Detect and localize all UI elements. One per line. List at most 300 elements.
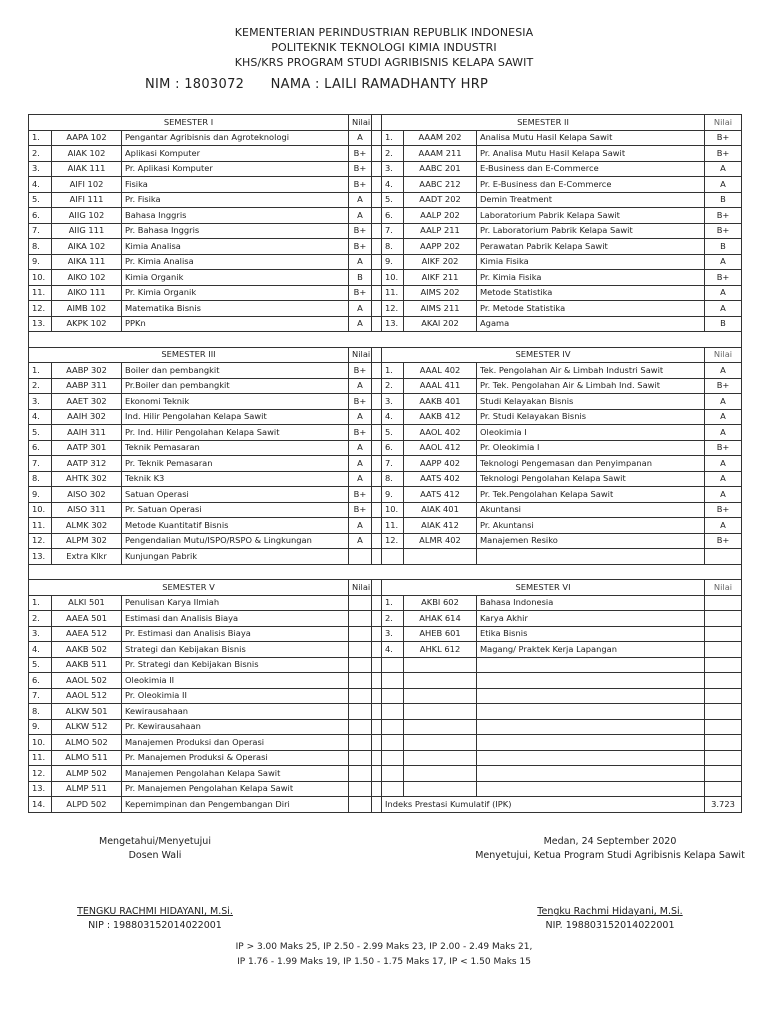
course-grade: A (705, 394, 742, 410)
course-grade (349, 549, 372, 565)
course-row (29, 239, 742, 255)
course-code: AAEA 501 (52, 611, 122, 627)
course-grade: A (705, 161, 742, 177)
course-number: 5. (29, 425, 52, 441)
course-code: AIFI 102 (52, 177, 122, 193)
column-gap (372, 471, 382, 487)
course-grade: A (705, 301, 742, 317)
course-row (29, 595, 742, 611)
course-name: Pr. Tek. Pengolahan Air & Limbah Ind. Sawit (477, 378, 705, 394)
course-code: AHKL 612 (404, 642, 477, 658)
course-row (29, 223, 742, 239)
grades-table (28, 114, 742, 813)
course-name: Bahasa Indonesia (477, 595, 705, 611)
semester-title: SEMESTER VI (382, 580, 705, 596)
course-number: 13. (29, 781, 52, 797)
column-gap (372, 239, 382, 255)
course-name: Metode Statistika (477, 285, 705, 301)
course-number: 3. (382, 161, 404, 177)
course-grade (349, 704, 372, 720)
empty-cell (382, 750, 404, 766)
course-number: 1. (29, 595, 52, 611)
column-gap (372, 316, 382, 332)
course-name: Demin Treatment (477, 192, 705, 208)
course-name: Teknik K3 (122, 471, 349, 487)
course-code: AAOL 512 (52, 688, 122, 704)
course-name: Pr. Ind. Hilir Pengolahan Kelapa Sawit (122, 425, 349, 441)
column-gap (372, 285, 382, 301)
student-identity (145, 77, 488, 92)
course-number: 4. (382, 177, 404, 193)
head-nip: NIP. 198803152014022001 (545, 920, 675, 931)
nilai-header: Nilai (705, 580, 742, 596)
course-name: Analisa Mutu Hasil Kelapa Sawit (477, 130, 705, 146)
course-grade (349, 673, 372, 689)
course-grade: B+ (349, 285, 372, 301)
course-number: 6. (29, 208, 52, 224)
course-row (29, 394, 742, 410)
course-grade (349, 688, 372, 704)
course-name: Pr. Aplikasi Komputer (122, 161, 349, 177)
course-name: Agama (477, 316, 705, 332)
course-grade: B (349, 270, 372, 286)
course-grade: A (349, 471, 372, 487)
course-code: AAPP 402 (404, 456, 477, 472)
course-code: ALMP 511 (52, 781, 122, 797)
course-grade (349, 735, 372, 751)
course-number: 6. (29, 673, 52, 689)
nilai-header: Nilai (705, 115, 742, 131)
course-row (29, 301, 742, 317)
column-gap (372, 208, 382, 224)
course-grade: A (705, 425, 742, 441)
column-gap (372, 750, 382, 766)
credit-rules-line-1: IP > 3.00 Maks 25, IP 2.50 - 2.99 Maks 23, IP 2.00 - 2.49 Maks 21, (235, 942, 533, 952)
course-number: 7. (29, 456, 52, 472)
course-grade: B (705, 316, 742, 332)
course-code: AABC 201 (404, 161, 477, 177)
course-number: 10. (382, 270, 404, 286)
semester-header-row (29, 347, 742, 363)
course-row (29, 533, 742, 549)
course-code: AAOL 502 (52, 673, 122, 689)
course-number: 2. (29, 146, 52, 162)
course-grade (705, 611, 742, 627)
course-grade: A (349, 409, 372, 425)
course-name: Pr. Kimia Analisa (122, 254, 349, 270)
course-name: Fisika (122, 177, 349, 193)
course-number: 2. (382, 611, 404, 627)
course-name: Teknologi Pengolahan Kelapa Sawit (477, 471, 705, 487)
course-number: 11. (29, 750, 52, 766)
course-code: AAPP 202 (404, 239, 477, 255)
empty-cell (477, 719, 705, 735)
column-gap (372, 642, 382, 658)
course-name: E-Business dan E-Commerce (477, 161, 705, 177)
course-code: AIIG 111 (52, 223, 122, 239)
course-name: Teknik Pemasaran (122, 440, 349, 456)
course-number: 10. (382, 502, 404, 518)
course-grade: B+ (705, 502, 742, 518)
course-row (29, 146, 742, 162)
course-name: Pr. E-Business dan E-Commerce (477, 177, 705, 193)
course-row (29, 502, 742, 518)
column-gap (372, 130, 382, 146)
course-grade: A (349, 378, 372, 394)
course-number: 5. (382, 192, 404, 208)
course-number: 14. (29, 797, 52, 813)
course-number: 10. (29, 270, 52, 286)
empty-cell (404, 657, 477, 673)
ministry-title: KEMENTERIAN PERINDUSTRIAN REPUBLIK INDONESIA (234, 26, 534, 39)
course-code: ALPD 502 (52, 797, 122, 813)
course-code: AIAK 111 (52, 161, 122, 177)
course-code: AAOL 412 (404, 440, 477, 456)
course-code: ALPM 302 (52, 533, 122, 549)
course-grade: B+ (349, 161, 372, 177)
course-number: 9. (29, 719, 52, 735)
document-title: KHS/KRS PROGRAM STUDI AGRIBISNIS KELAPA SAWIT (234, 56, 534, 69)
empty-cell (404, 673, 477, 689)
course-name: Teknologi Pengemasan dan Penyimpanan (477, 456, 705, 472)
course-row (29, 781, 742, 797)
course-number: 9. (29, 487, 52, 503)
course-code: ALMP 502 (52, 766, 122, 782)
course-grade: B+ (705, 533, 742, 549)
course-number: 3. (29, 626, 52, 642)
course-row (29, 549, 742, 565)
course-row (29, 409, 742, 425)
course-name: Satuan Operasi (122, 487, 349, 503)
course-grade: B+ (349, 177, 372, 193)
course-name: Ekonomi Teknik (122, 394, 349, 410)
student-nim: NIM : 1803072 (145, 77, 245, 92)
course-row (29, 704, 742, 720)
column-gap (372, 611, 382, 627)
course-number: 4. (29, 177, 52, 193)
course-number: 5. (29, 192, 52, 208)
course-code: AAIH 311 (52, 425, 122, 441)
course-code: AIAK 401 (404, 502, 477, 518)
empty-cell (477, 750, 705, 766)
empty-cell (477, 688, 705, 704)
course-name: Pengantar Agribisnis dan Agroteknologi (122, 130, 349, 146)
column-gap (372, 502, 382, 518)
spacer-cell (29, 564, 372, 580)
course-name: Pr. Bahasa Inggris (122, 223, 349, 239)
course-grade: B+ (705, 130, 742, 146)
course-number: 5. (29, 657, 52, 673)
course-name: Akuntansi (477, 502, 705, 518)
column-gap (372, 347, 382, 363)
course-code: AATP 301 (52, 440, 122, 456)
course-grade: B+ (705, 208, 742, 224)
course-name: Tek. Pengolahan Air & Limbah Industri Sawit (477, 363, 705, 379)
course-name: Laboratorium Pabrik Kelapa Sawit (477, 208, 705, 224)
course-grade (349, 657, 372, 673)
course-name: Pr. Kewirausahaan (122, 719, 349, 735)
empty-cell (477, 673, 705, 689)
course-number: 6. (29, 440, 52, 456)
course-number: 7. (382, 223, 404, 239)
course-row (29, 285, 742, 301)
course-number: 1. (29, 130, 52, 146)
course-name: Manajemen Resiko (477, 533, 705, 549)
empty-cell (705, 719, 742, 735)
spacer-row (29, 332, 742, 348)
column-gap (372, 797, 382, 813)
course-name: Pr. Akuntansi (477, 518, 705, 534)
course-number: 3. (29, 161, 52, 177)
course-code: AAAM 202 (404, 130, 477, 146)
column-gap (372, 781, 382, 797)
course-code: AIMB 102 (52, 301, 122, 317)
course-code: AIKF 211 (404, 270, 477, 286)
course-number: 9. (382, 487, 404, 503)
course-code: AISO 311 (52, 502, 122, 518)
advisor-nip: NIP : 198803152014022001 (88, 920, 222, 931)
course-number: 12. (29, 533, 52, 549)
column-gap (372, 626, 382, 642)
column-gap (372, 487, 382, 503)
column-gap (372, 409, 382, 425)
course-row (29, 735, 742, 751)
course-code: AISO 302 (52, 487, 122, 503)
course-code: AAKB 511 (52, 657, 122, 673)
course-grade: B+ (349, 425, 372, 441)
course-number: 7. (382, 456, 404, 472)
course-code: AHAK 614 (404, 611, 477, 627)
course-number: 11. (29, 518, 52, 534)
column-gap (372, 223, 382, 239)
spacer-cell (382, 332, 742, 348)
course-name: Magang/ Praktek Kerja Lapangan (477, 642, 705, 658)
empty-cell (382, 688, 404, 704)
course-code: AAPA 102 (52, 130, 122, 146)
course-number: 2. (382, 146, 404, 162)
course-name: Kimia Analisa (122, 239, 349, 255)
course-name: Pr. Manajemen Pengolahan Kelapa Sawit (122, 781, 349, 797)
course-code: AIFI 111 (52, 192, 122, 208)
course-name: Pr. Tek.Pengolahan Kelapa Sawit (477, 487, 705, 503)
course-number: 11. (382, 518, 404, 534)
course-number: 9. (382, 254, 404, 270)
course-grade: A (349, 208, 372, 224)
empty-cell (404, 549, 477, 565)
course-name: Pr. Oleokimia II (122, 688, 349, 704)
course-number: 3. (382, 626, 404, 642)
course-row (29, 719, 742, 735)
spacer-cell (372, 564, 382, 580)
course-row (29, 378, 742, 394)
course-grade (705, 595, 742, 611)
course-name: Pr. Analisa Mutu Hasil Kelapa Sawit (477, 146, 705, 162)
course-name: Etika Bisnis (477, 626, 705, 642)
column-gap (372, 440, 382, 456)
column-gap (372, 456, 382, 472)
column-gap (372, 378, 382, 394)
course-name: Aplikasi Komputer (122, 146, 349, 162)
course-code: ALKW 512 (52, 719, 122, 735)
course-number: 10. (29, 502, 52, 518)
course-grade: B+ (705, 440, 742, 456)
empty-cell (404, 735, 477, 751)
empty-cell (477, 657, 705, 673)
column-gap (372, 595, 382, 611)
course-row (29, 688, 742, 704)
course-number: 6. (382, 440, 404, 456)
course-name: Kewirausahaan (122, 704, 349, 720)
semester-title: SEMESTER V (29, 580, 349, 596)
course-grade (349, 626, 372, 642)
course-grade: A (705, 518, 742, 534)
course-code: ALMO 502 (52, 735, 122, 751)
course-name: Kepemimpinan dan Pengembangan Diri (122, 797, 349, 813)
course-name: Pr. Kimia Fisika (477, 270, 705, 286)
course-name: Kunjungan Pabrik (122, 549, 349, 565)
course-grade (349, 595, 372, 611)
course-grade: A (349, 533, 372, 549)
course-code: ALMO 511 (52, 750, 122, 766)
course-number: 6. (382, 208, 404, 224)
course-grade: B+ (349, 223, 372, 239)
course-name: Pr. Studi Kelayakan Bisnis (477, 409, 705, 425)
column-gap (372, 688, 382, 704)
course-code: AALP 202 (404, 208, 477, 224)
course-row (29, 673, 742, 689)
course-name: Matematika Bisnis (122, 301, 349, 317)
course-code: AIAK 412 (404, 518, 477, 534)
course-row (29, 192, 742, 208)
course-row (29, 440, 742, 456)
spacer-cell (382, 564, 742, 580)
column-gap (372, 394, 382, 410)
course-name: Manajemen Produksi dan Operasi (122, 735, 349, 751)
course-code: AALP 211 (404, 223, 477, 239)
column-gap (372, 533, 382, 549)
column-gap (372, 270, 382, 286)
column-gap (372, 425, 382, 441)
course-row (29, 254, 742, 270)
course-grade (349, 766, 372, 782)
course-number: 4. (29, 642, 52, 658)
course-number: 12. (382, 533, 404, 549)
course-code: Extra Klkr (52, 549, 122, 565)
course-grade: B+ (349, 239, 372, 255)
course-name: Oleokimia II (122, 673, 349, 689)
course-name: Bahasa Inggris (122, 208, 349, 224)
ipk-label: Indeks Prestasi Kumulatif (IPK) (382, 797, 705, 813)
course-grade (705, 642, 742, 658)
course-grade: A (349, 254, 372, 270)
course-row (29, 363, 742, 379)
course-grade: A (349, 518, 372, 534)
empty-cell (705, 688, 742, 704)
course-grade: B+ (705, 146, 742, 162)
course-name: Kimia Fisika (477, 254, 705, 270)
course-code: AABP 311 (52, 378, 122, 394)
course-row (29, 766, 742, 782)
empty-cell (477, 766, 705, 782)
course-number: 1. (29, 363, 52, 379)
course-row (29, 657, 742, 673)
empty-cell (477, 781, 705, 797)
empty-cell (382, 673, 404, 689)
column-gap (372, 161, 382, 177)
course-grade: A (705, 285, 742, 301)
course-code: AIAK 102 (52, 146, 122, 162)
course-name: PPKn (122, 316, 349, 332)
course-grade: A (705, 177, 742, 193)
course-code: AABC 212 (404, 177, 477, 193)
course-grade (349, 642, 372, 658)
course-grade: A (705, 363, 742, 379)
course-code: AAKB 412 (404, 409, 477, 425)
course-grade: A (349, 130, 372, 146)
empty-cell (382, 657, 404, 673)
course-code: AIMS 202 (404, 285, 477, 301)
course-number: 3. (382, 394, 404, 410)
course-row (29, 487, 742, 503)
empty-cell (705, 704, 742, 720)
empty-cell (404, 781, 477, 797)
course-row (29, 270, 742, 286)
empty-cell (382, 704, 404, 720)
course-number: 2. (382, 378, 404, 394)
course-code: AHEB 601 (404, 626, 477, 642)
course-number: 7. (29, 223, 52, 239)
semester-title: SEMESTER I (29, 115, 349, 131)
course-number: 7. (29, 688, 52, 704)
course-number: 8. (29, 704, 52, 720)
course-name: Manajemen Pengolahan Kelapa Sawit (122, 766, 349, 782)
course-code: AAKB 502 (52, 642, 122, 658)
ipk-value: 3.723 (705, 797, 742, 813)
column-gap (372, 518, 382, 534)
course-code: AADT 202 (404, 192, 477, 208)
course-number: 8. (29, 239, 52, 255)
column-gap (372, 254, 382, 270)
course-name: Kimia Organik (122, 270, 349, 286)
course-name: Pr. Strategi dan Kebijakan Bisnis (122, 657, 349, 673)
spacer-cell (372, 332, 382, 348)
column-gap (372, 735, 382, 751)
course-grade: B+ (705, 270, 742, 286)
signature-date: Medan, 24 September 2020 (543, 836, 677, 847)
empty-cell (477, 549, 705, 565)
empty-cell (477, 735, 705, 751)
advisor-name: TENGKU RACHMI HIDAYANI, M.Si. (77, 906, 233, 917)
course-name: Pr.Boiler dan pembangkit (122, 378, 349, 394)
course-row (29, 208, 742, 224)
course-name: Pr. Laboratorium Pabrik Kelapa Sawit (477, 223, 705, 239)
empty-cell (382, 735, 404, 751)
course-code: AIKA 111 (52, 254, 122, 270)
course-name: Pr. Manajemen Produksi & Operasi (122, 750, 349, 766)
course-row (29, 316, 742, 332)
course-number: 9. (29, 254, 52, 270)
course-grade (705, 626, 742, 642)
course-grade: A (705, 487, 742, 503)
course-row (29, 611, 742, 627)
empty-cell (477, 704, 705, 720)
course-row (29, 471, 742, 487)
course-row (29, 642, 742, 658)
course-name: Karya Akhir (477, 611, 705, 627)
empty-cell (382, 549, 404, 565)
course-number: 11. (382, 285, 404, 301)
course-grade: B (705, 192, 742, 208)
